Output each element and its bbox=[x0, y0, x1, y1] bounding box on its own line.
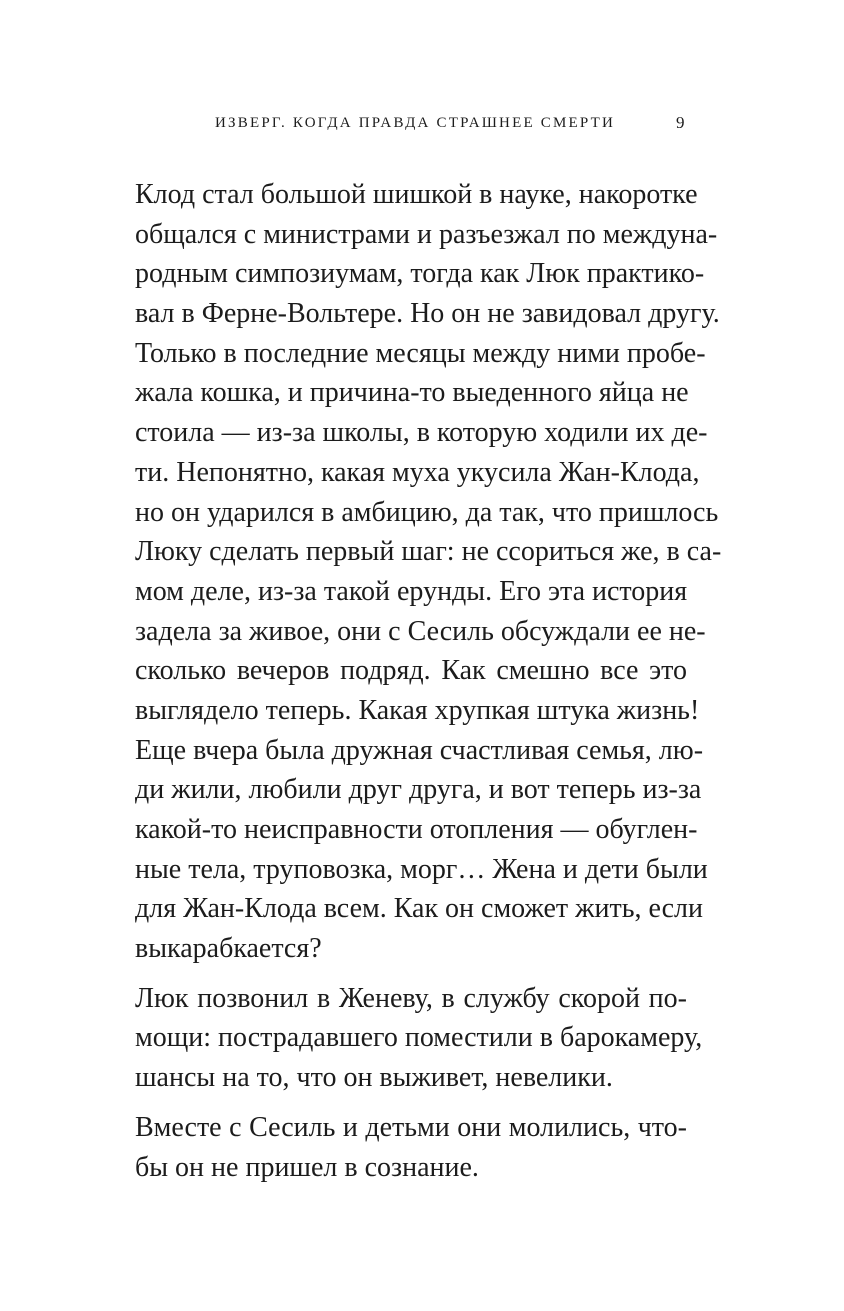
text-line: Еще вчера была дружная счастливая семья, лю- bbox=[135, 734, 704, 766]
paragraph-1 bbox=[135, 175, 722, 969]
text-line: родным симпозиумам, тогда как Люк практико- bbox=[135, 258, 705, 290]
text-line: жала кошка, и причина-то выеденного яйца не bbox=[135, 377, 689, 409]
paragraph-3 bbox=[135, 1108, 687, 1187]
paragraph-2 bbox=[135, 979, 703, 1098]
text-line: мощи: пострадавшего поместили в барокамеру, bbox=[135, 1022, 703, 1054]
text-line: мом деле, из-за такой ерунды. Его эта история bbox=[135, 575, 688, 607]
paragraph-gap bbox=[135, 969, 687, 979]
text-line: сколько вечеров подряд. Как смешно все это bbox=[135, 655, 687, 687]
text-line: Клод стал большой шишкой в науке, накоротке bbox=[135, 179, 698, 210]
text-line: Люку сделать первый шаг: не ссориться же, в са- bbox=[135, 536, 722, 568]
text-line: общался с министрами и разъезжал по междуна- bbox=[135, 218, 718, 250]
text-line: бы он не пришел в сознание. bbox=[135, 1151, 479, 1183]
text-line: какой-то неисправности отопления — обуглен- bbox=[135, 814, 698, 845]
text-line: выглядело теперь. Какая хрупкая штука жизнь! bbox=[135, 694, 700, 726]
text-line: задела за живое, они с Сесиль обсуждали ее не- bbox=[135, 615, 706, 647]
text-line: Только в последние месяцы между ними пробе- bbox=[135, 337, 706, 369]
text-line: ные тела, труповозка, морг… Жена и дети были bbox=[135, 853, 708, 885]
text-line: но он ударился в амбицию, да так, что пришлось bbox=[135, 496, 719, 528]
text-line: шансы на то, что он выживет, невелики. bbox=[135, 1062, 613, 1094]
text-line: Вместе с Сесиль и детьми они молились, что- bbox=[135, 1111, 687, 1143]
body-text bbox=[135, 175, 722, 1187]
text-line: выкарабкается? bbox=[135, 933, 322, 965]
paragraph-gap bbox=[135, 1098, 687, 1108]
page-number: 9 bbox=[676, 113, 685, 132]
running-title: ИЗВЕРГ. КОГДА ПРАВДА СТРАШНЕЕ СМЕРТИ bbox=[215, 115, 615, 131]
text-line: для Жан-Клода всем. Как он сможет жить, если bbox=[135, 893, 703, 925]
text-line: Люк позвонил в Женеву, в службу скорой по- bbox=[135, 982, 687, 1014]
text-line: ти. Непонятно, какая муха укусила Жан-Клода, bbox=[135, 456, 700, 488]
text-line: стоила — из-за школы, в которую ходили их де- bbox=[135, 417, 708, 449]
text-line: вал в Ферне-Вольтере. Но он не завидовал другу. bbox=[135, 298, 720, 330]
text-line: ди жили, любили друг друга, и вот теперь из-за bbox=[135, 774, 702, 806]
